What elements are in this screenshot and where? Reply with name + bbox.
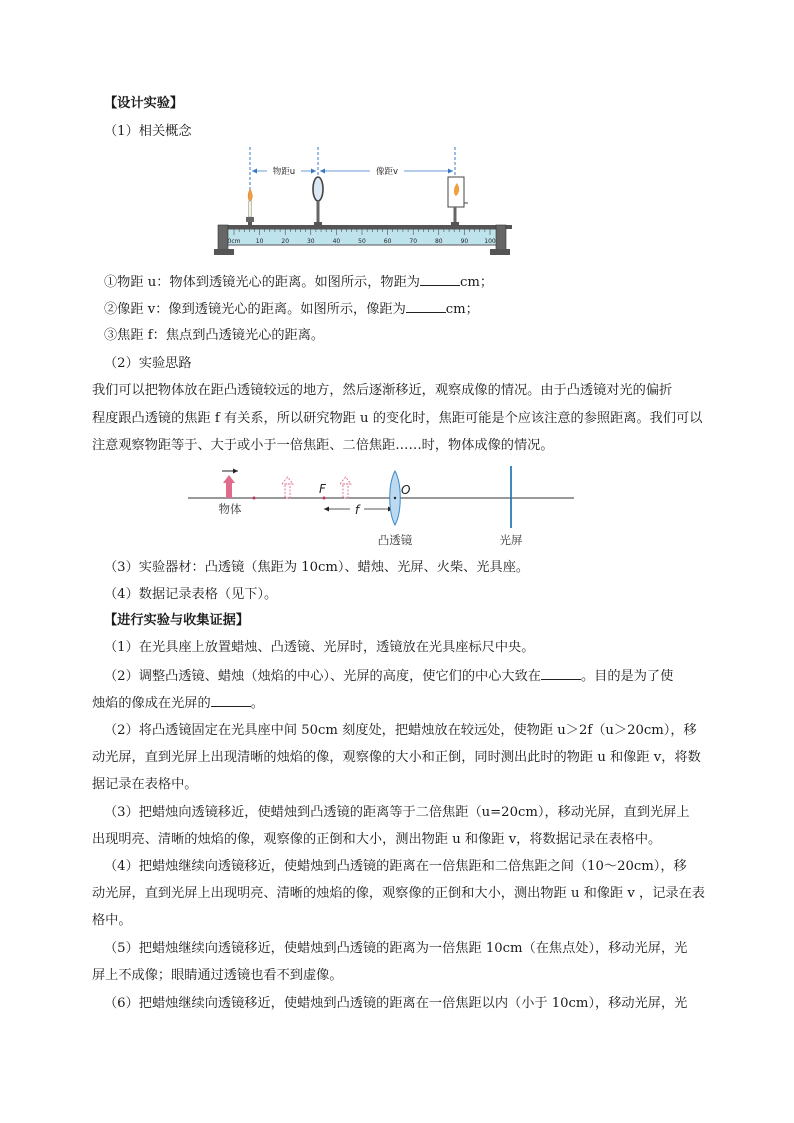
step-5-line-2: 屏上不成像；眼睛通过透镜也看不到虚像。	[92, 968, 343, 983]
step-6-line-1: （6）把蜡烛继续向透镜移近，使蜡烛到凸透镜的距离在一倍焦距以内（小于 10cm），移动光屏，光	[104, 996, 688, 1011]
scale-label: 70	[409, 238, 418, 245]
definition-image-distance-unit: cm；	[445, 302, 479, 317]
scale-label: 80	[434, 238, 443, 245]
definition-focal-length: ③焦距 f：焦点到凸透镜光心的距离。	[104, 328, 325, 343]
optical-axis-diagram	[188, 466, 578, 556]
step-2-line-1	[104, 667, 673, 686]
center-height-blank	[541, 667, 581, 680]
idea-paragraph-line-3: 注意观察物距等于、大于或小于一倍焦距、二倍焦距……时，物体成像的情况。	[92, 438, 554, 453]
step-3-line-2: 出现明亮、清晰的烛焰的像，观察像的正倒和大小，测出物距 u 和像距 v，将数据记录在表格中。	[92, 832, 662, 847]
definition-object-distance	[104, 273, 493, 292]
scale-label: 50	[358, 238, 366, 245]
focal-length-label: f	[354, 503, 360, 517]
idea-paragraph-line-2: 程度跟凸透镜的焦距 f 有关系，所以研究物距 u 的变化时，焦距可能是个应该注意的参照距离。我们可以	[92, 411, 703, 426]
step-1: （1）在光具座上放置蜡烛、凸透镜、光屏时，透镜放在光具座标尺中央。	[104, 640, 535, 655]
object-distance-blank	[420, 273, 460, 286]
definition-image-distance-text: ②像距 v：像到透镜光心的距离。如图所示，像距为	[104, 302, 406, 317]
subsection-concepts: （1）相关概念	[104, 124, 192, 139]
idea-paragraph-line-1: 我们可以把物体放在距凸透镜较远的地方，然后逐渐移近，观察成像的情况。由于凸透镜对光的偏折	[92, 383, 673, 398]
scale-label: 40	[332, 238, 341, 245]
step-2-line-2-text: 烛焰的像成在光屏的	[92, 696, 211, 711]
scale-label: 60	[383, 238, 392, 245]
step-4-line-2: 动光屏，直到光屏上出现明亮、清晰的烛焰的像，观察像的正倒和大小，测出物距 u 和像距 v ，记录在表	[92, 886, 705, 901]
step-2-line-2-tail: 。	[250, 696, 264, 711]
subsection-idea: （2）实验思路	[104, 356, 192, 371]
step-2-line-1-text: （2）调整凸透镜、蜡烛（烛焰的中心）、光屏的高度，使它们的中心大致在	[104, 669, 541, 684]
step-4-line-1: （4）把蜡烛继续向透镜移近，使蜡烛到凸透镜的距离在一倍焦距和二倍焦距之间（10～20cm），移	[104, 859, 687, 874]
step-3-line-1: （3）把蜡烛向透镜移近，使蜡烛到凸透镜的距离等于二倍焦距（u=20cm），移动光屏，直到光屏上	[104, 805, 690, 820]
scale-label: 10	[255, 238, 264, 245]
image-distance-label: 像距v	[375, 167, 399, 177]
definition-object-distance-text: ①物距 u：物体到透镜光心的距离。如图所示，物距为	[104, 275, 420, 290]
scale-label: 90	[460, 238, 469, 245]
optical-bench-diagram	[212, 145, 512, 257]
scale-label: 100	[484, 238, 496, 245]
object-distance-label: 物距u	[272, 167, 296, 177]
definition-image-distance	[104, 300, 479, 319]
focal-point-label: F	[319, 482, 326, 496]
screen-position-blank	[211, 694, 251, 707]
step-2b-line-1: （2）将凸透镜固定在光具座中间 50cm 刻度处，把蜡烛放在较远处，使物距 u＞2f（u＞20cm），移	[104, 723, 697, 738]
step-5-line-1: （5）把蜡烛继续向透镜移近，使蜡烛到凸透镜的距离为一倍焦距 10cm（在焦点处），移动光屏，光	[104, 941, 688, 956]
subsection-equipment: （3）实验器材：凸透镜（焦距为 10cm）、蜡烛、光屏、火柴、光具座。	[104, 560, 530, 575]
step-4-line-3: 格中。	[92, 913, 132, 928]
definition-object-distance-unit: cm；	[460, 275, 494, 290]
scale-label: 30	[306, 238, 315, 245]
image-distance-blank	[406, 300, 446, 313]
subsection-data-table: （4）数据记录表格（见下）。	[104, 587, 278, 602]
section-heading-design: 【设计实验】	[104, 96, 184, 111]
object-label: 物体	[218, 502, 242, 516]
scale-label: 0cm	[227, 238, 241, 245]
section-heading-procedure: 【进行实验与收集证据】	[104, 613, 250, 628]
optical-center-label: O	[401, 483, 411, 497]
lens-label: 凸透镜	[377, 533, 413, 547]
step-2-line-2	[92, 694, 264, 713]
step-2b-line-2: 动光屏，直到光屏上出现清晰的烛焰的像，观察像的大小和正倒，同时测出此时的物距 u 和像距 v，将数	[92, 750, 701, 765]
screen-label: 光屏	[499, 533, 523, 547]
step-2-line-1-tail: 。目的是为了使	[580, 669, 674, 684]
scale-label: 20	[281, 238, 290, 245]
step-2b-line-3: 据记录在表格中。	[92, 777, 198, 792]
